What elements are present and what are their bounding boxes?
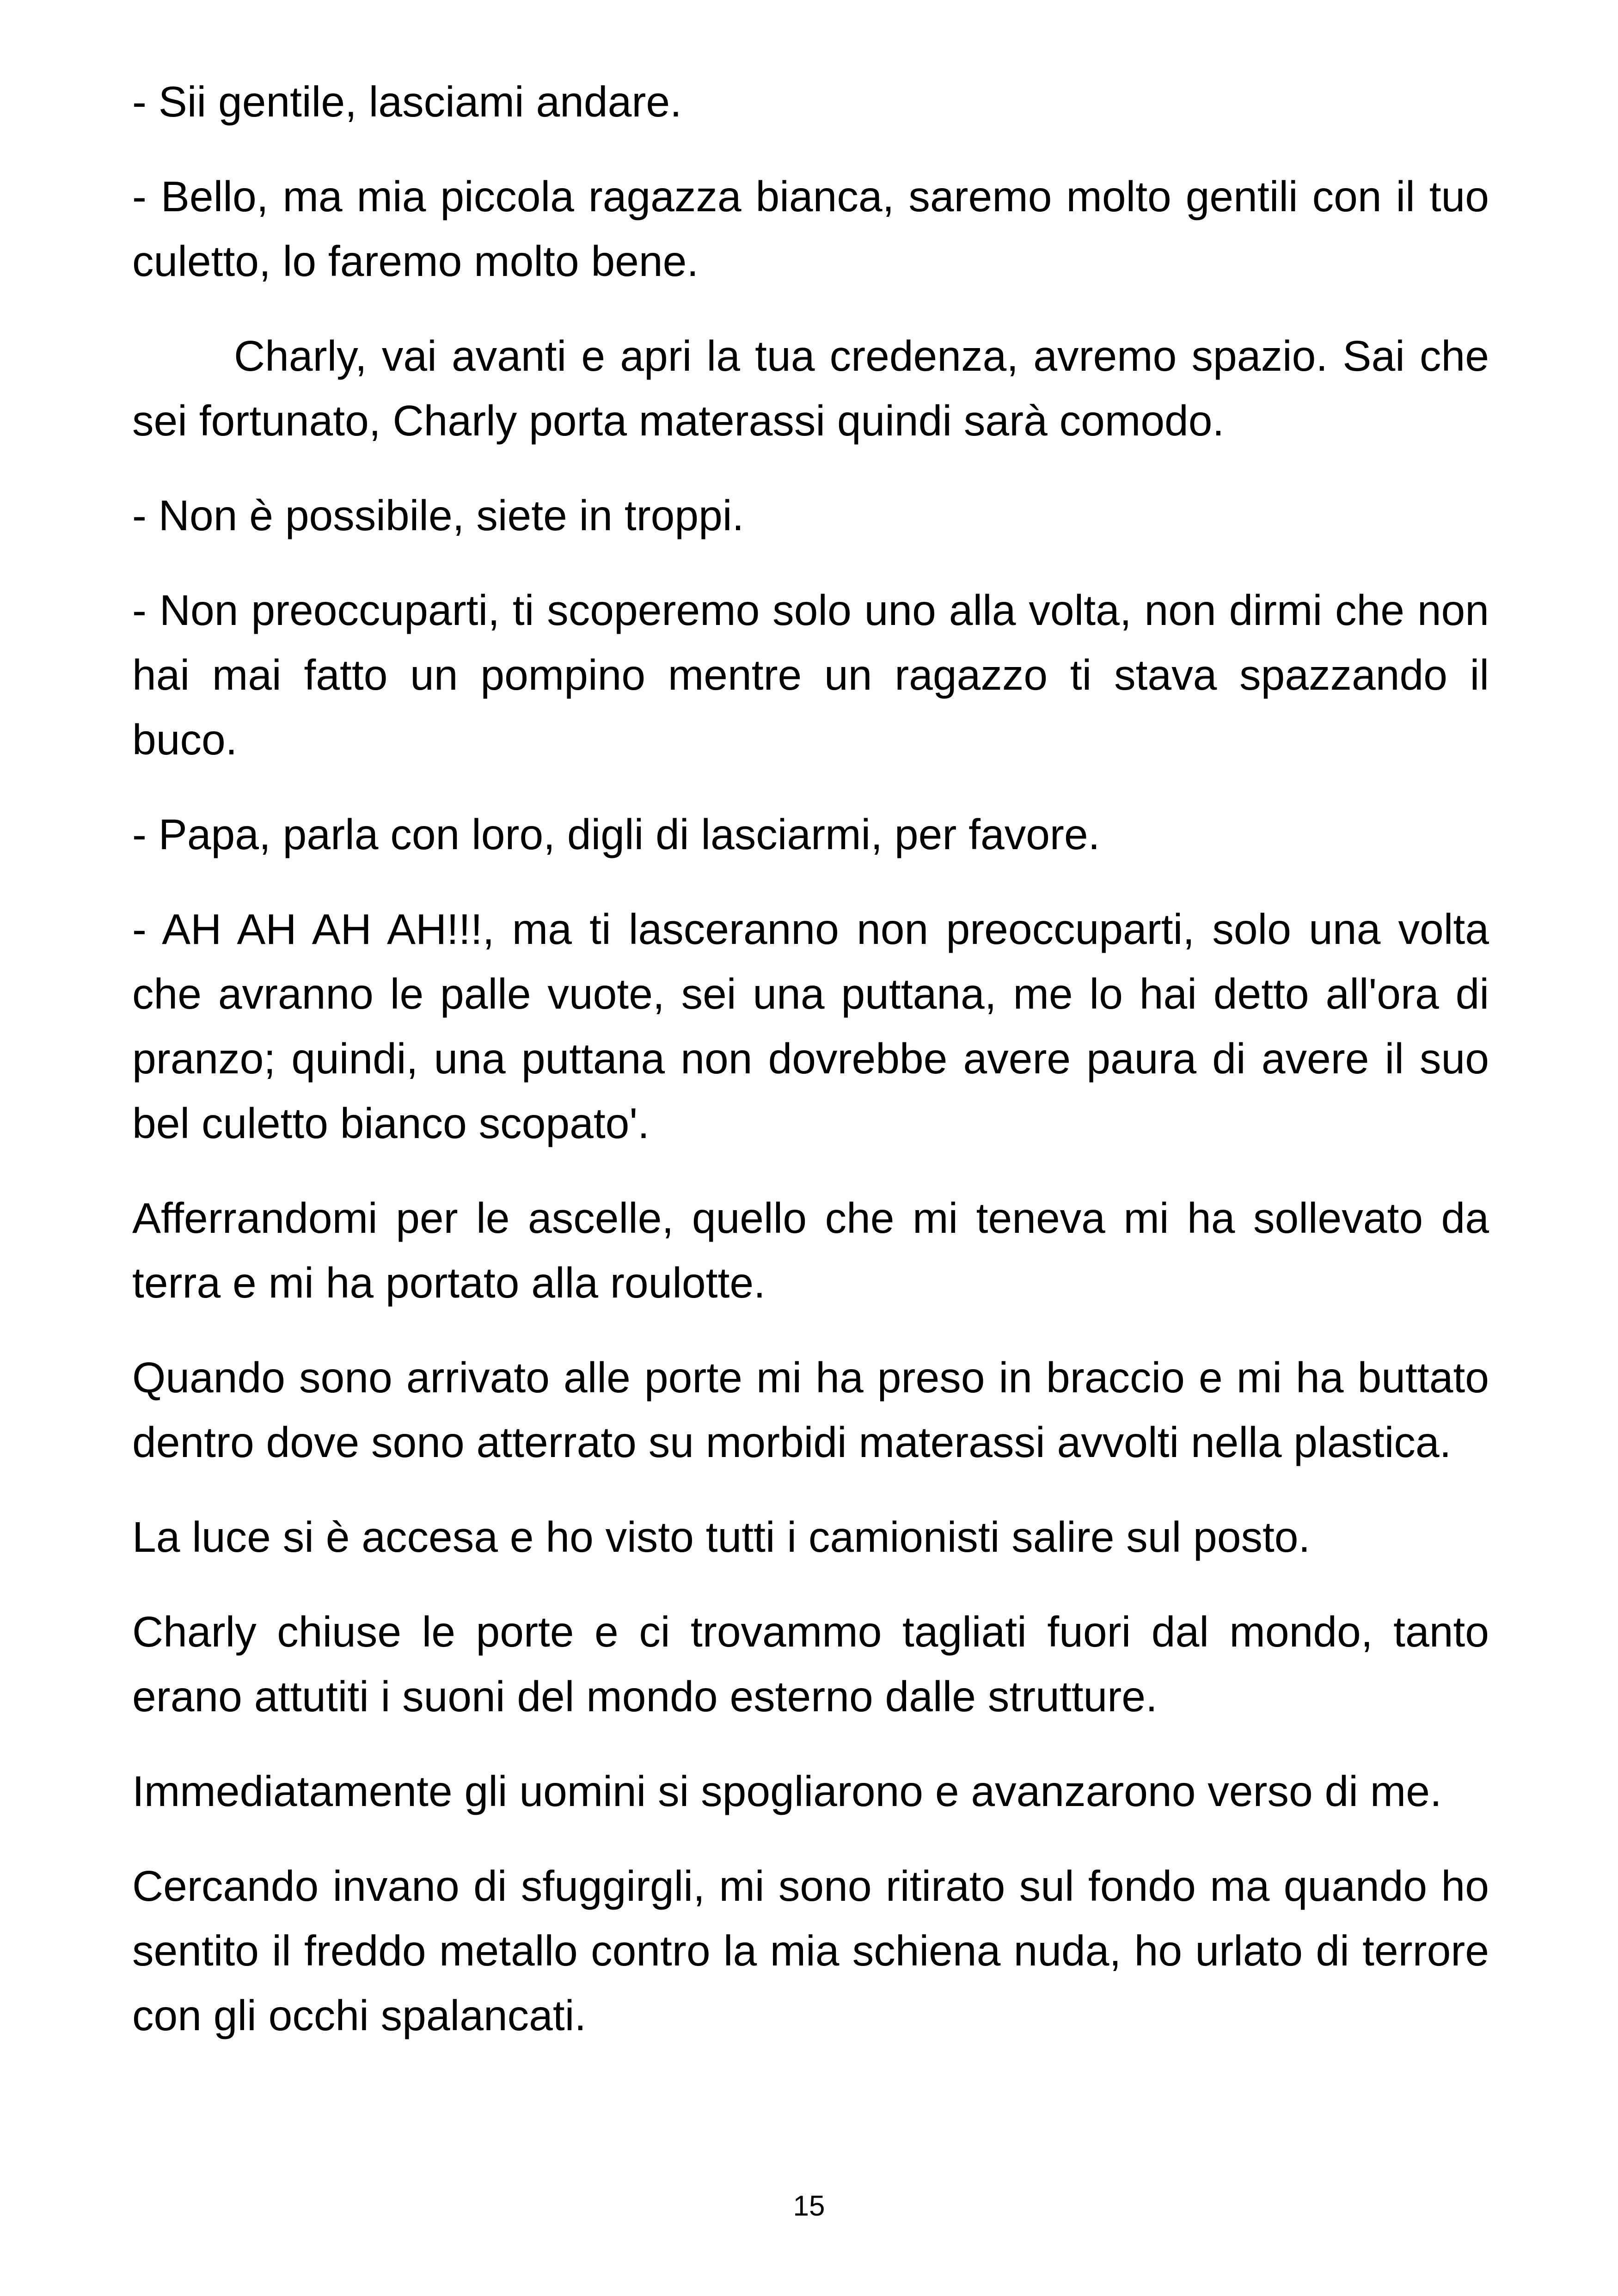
paragraph: - Papa, parla con loro, digli di lasciarmi, per favore. bbox=[132, 810, 1100, 858]
paragraph: - Bello, ma mia piccola ragazza bianca, saremo molto gentili con il tuo culetto, lo faremo molto bene. bbox=[132, 172, 1489, 285]
page-number: 15 bbox=[793, 2190, 825, 2222]
paragraph: Immediatamente gli uomini si spogliarono e avanzarono verso di me. bbox=[132, 1767, 1442, 1815]
paragraph: - Non preoccuparti, ti scoperemo solo uno alla volta, non dirmi che non hai mai fatto un pompino mentre un ragazzo ti stava spazzando il buco. bbox=[132, 586, 1489, 764]
paragraph: - Sii gentile, lasciami andare. bbox=[132, 78, 682, 126]
paragraph: - Non è possibile, siete in troppi. bbox=[132, 491, 744, 539]
body-text bbox=[132, 69, 1489, 2078]
paragraph: La luce si è accesa e ho visto tutti i camionisti salire sul posto. bbox=[132, 1513, 1311, 1561]
paragraph: - AH AH AH AH!!!, ma ti lasceranno non preoccuparti, solo una volta che avranno le palle vuote, sei una puttana, me lo hai detto all'ora di pranzo; quindi, una puttana non dovrebbe avere paura di avere il suo bel culetto bianco scopato'. bbox=[132, 905, 1489, 1147]
paragraph: Charly chiuse le porte e ci trovammo tagliati fuori dal mondo, tanto erano attutiti i suoni del mondo esterno dalle strutture. bbox=[132, 1608, 1489, 1720]
paragraph: Quando sono arrivato alle porte mi ha preso in braccio e mi ha buttato dentro dove sono atterrato su morbidi materassi avvolti nella plastica. bbox=[132, 1353, 1489, 1466]
paragraph: Charly, vai avanti e apri la tua credenza, avremo spazio. Sai che sei fortunato, Charly porta materassi quindi sarà comodo. bbox=[132, 332, 1489, 445]
paragraph: Cercando invano di sfuggirgli, mi sono ritirato sul fondo ma quando ho sentito il freddo metallo contro la mia schiena nuda, ho urlato di terrore con gli occhi spalancati. bbox=[132, 1862, 1489, 2039]
paragraph: Afferrandomi per le ascelle, quello che mi teneva mi ha sollevato da terra e mi ha portato alla roulotte. bbox=[132, 1194, 1489, 1307]
